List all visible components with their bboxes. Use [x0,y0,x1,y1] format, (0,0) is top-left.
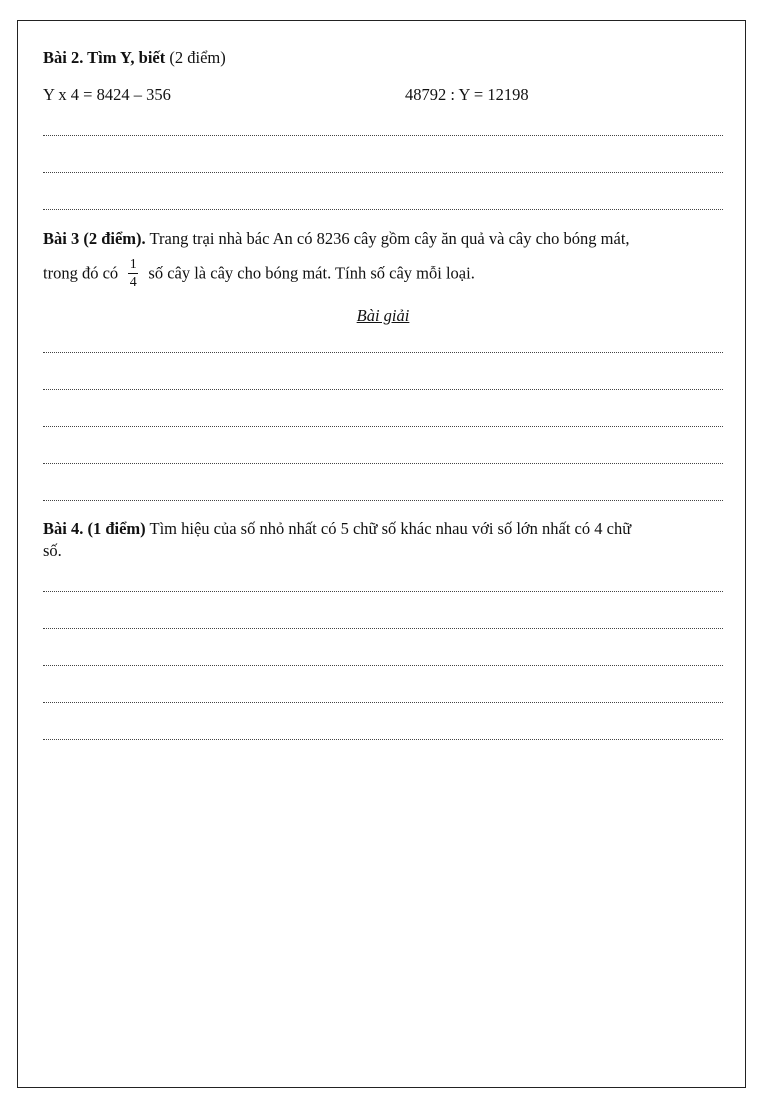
bai4-text-1: Tìm hiệu của số nhỏ nhất có 5 chữ số khác nhau với số lớn nhất có 4 chữ [145,519,632,538]
answer-line[interactable] [43,341,723,353]
fraction-bar [128,273,138,274]
bai4-text-line1 [43,518,723,540]
bai2-title-bold: Bài 2. Tìm Y, biết [43,48,166,67]
bai2-equations [43,84,723,106]
bai4-title-bold: Bài 4. (1 điểm) [43,519,146,538]
fraction-denominator: 4 [129,275,137,290]
bai3-title-bold: Bài 3 (2 điểm). [43,229,146,248]
answer-line[interactable] [43,580,723,592]
answer-line[interactable] [43,415,723,427]
answer-line[interactable] [43,617,723,629]
bai3-text-2-before: trong đó có [43,263,119,283]
bai2-equation-left: Y x 4 = 8424 – 356 [43,85,171,104]
answer-line[interactable] [43,489,723,501]
fraction-one-quarter [128,257,138,290]
answer-line[interactable] [43,691,723,703]
bai4-text-line2: số. [43,541,62,560]
worksheet-page [17,20,746,1088]
bai3-text-1: Trang trại nhà bác An có 8236 cây gồm cây ăn quả và cây cho bóng mát, [145,229,630,248]
fraction-numerator: 1 [129,257,137,272]
answer-line[interactable] [43,161,723,173]
bai2-equation-right: 48792 : Y = 12198 [405,85,529,104]
bai3-text-line1 [43,228,723,250]
answer-line[interactable] [43,728,723,740]
answer-line[interactable] [43,452,723,464]
bai3-text-2-after: số cây là cây cho bóng mát. Tính số cây mỗi loại. [148,263,475,283]
bai3-solution-heading: Bài giải [356,306,410,325]
worksheet-content [43,47,723,740]
bai2-title-points: (2 điểm) [165,48,226,67]
bai3-text-line2 [43,258,723,291]
answer-line[interactable] [43,198,723,210]
answer-line[interactable] [43,378,723,390]
answer-line[interactable] [43,654,723,666]
bai2-title [43,47,723,69]
answer-line[interactable] [43,124,723,136]
